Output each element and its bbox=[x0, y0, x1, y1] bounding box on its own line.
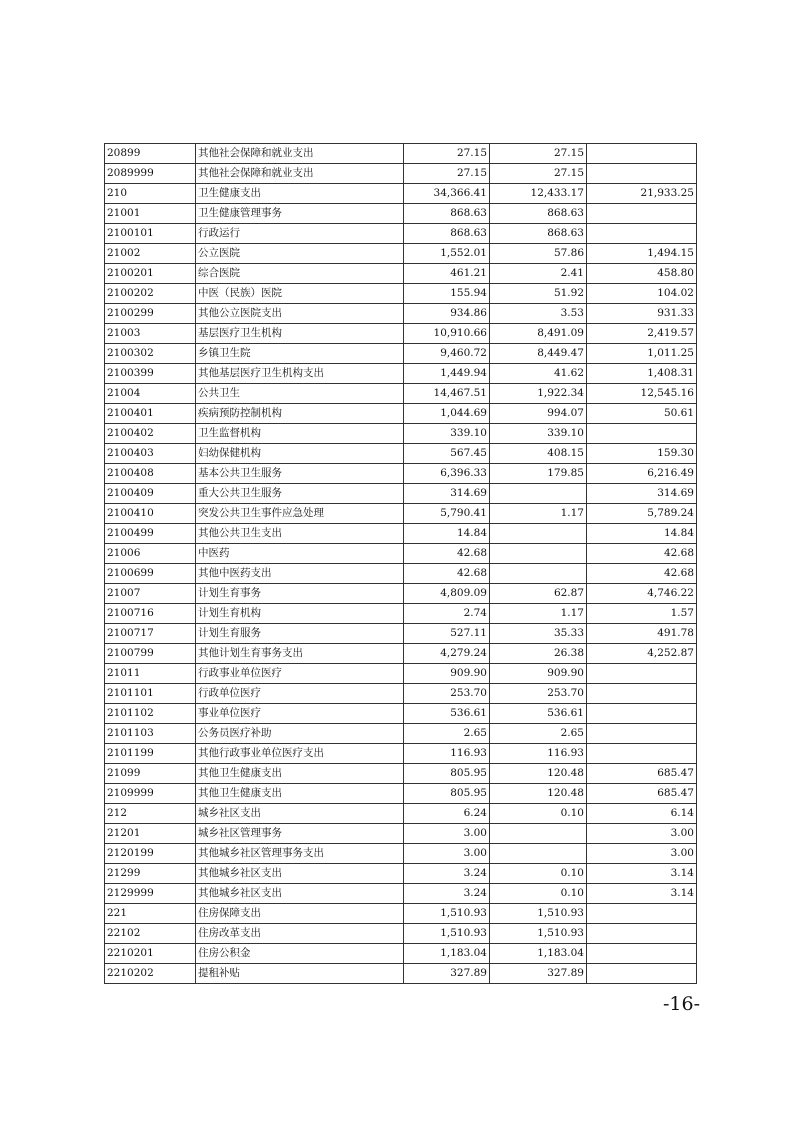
cell-code: 22102 bbox=[105, 924, 196, 944]
cell-basic: 1.17 bbox=[490, 504, 587, 524]
cell-name: 卫生监督机构 bbox=[196, 424, 404, 444]
table-row bbox=[105, 284, 697, 304]
cell-code: 2100408 bbox=[105, 464, 196, 484]
table-row bbox=[105, 744, 697, 764]
cell-total: 805.95 bbox=[404, 764, 490, 784]
cell-code: 2089999 bbox=[105, 164, 196, 184]
cell-basic: 51.92 bbox=[490, 284, 587, 304]
cell-basic: 41.62 bbox=[490, 364, 587, 384]
cell-total: 567.45 bbox=[404, 444, 490, 464]
page-number: -16- bbox=[662, 993, 700, 1015]
cell-name: 住房保障支出 bbox=[196, 904, 404, 924]
cell-name: 其他计划生育事务支出 bbox=[196, 644, 404, 664]
cell-code: 2100402 bbox=[105, 424, 196, 444]
cell-total: 1,552.01 bbox=[404, 244, 490, 264]
cell-name: 提租补贴 bbox=[196, 964, 404, 984]
cell-project bbox=[587, 684, 697, 704]
cell-code: 21004 bbox=[105, 384, 196, 404]
cell-total: 909.90 bbox=[404, 664, 490, 684]
cell-name: 计划生育事务 bbox=[196, 584, 404, 604]
table-row bbox=[105, 164, 697, 184]
cell-project: 12,545.16 bbox=[587, 384, 697, 404]
cell-total: 1,510.93 bbox=[404, 904, 490, 924]
cell-basic: 1.17 bbox=[490, 604, 587, 624]
cell-basic: 116.93 bbox=[490, 744, 587, 764]
cell-name: 行政单位医疗 bbox=[196, 684, 404, 704]
cell-basic: 57.86 bbox=[490, 244, 587, 264]
cell-basic: 3.53 bbox=[490, 304, 587, 324]
cell-basic: 35.33 bbox=[490, 624, 587, 644]
cell-project bbox=[587, 944, 697, 964]
cell-code: 2101199 bbox=[105, 744, 196, 764]
cell-basic: 12,433.17 bbox=[490, 184, 587, 204]
cell-basic: 0.10 bbox=[490, 864, 587, 884]
cell-name: 突发公共卫生事件应急处理 bbox=[196, 504, 404, 524]
cell-total: 27.15 bbox=[404, 164, 490, 184]
cell-name: 其他公共卫生支出 bbox=[196, 524, 404, 544]
cell-basic: 27.15 bbox=[490, 164, 587, 184]
table-row bbox=[105, 704, 697, 724]
cell-basic bbox=[490, 564, 587, 584]
cell-code: 221 bbox=[105, 904, 196, 924]
cell-basic: 0.10 bbox=[490, 884, 587, 904]
cell-code: 21007 bbox=[105, 584, 196, 604]
cell-total: 314.69 bbox=[404, 484, 490, 504]
cell-code: 2100101 bbox=[105, 224, 196, 244]
cell-total: 14.84 bbox=[404, 524, 490, 544]
cell-basic: 179.85 bbox=[490, 464, 587, 484]
cell-total: 461.21 bbox=[404, 264, 490, 284]
cell-basic: 327.89 bbox=[490, 964, 587, 984]
cell-name: 其他公立医院支出 bbox=[196, 304, 404, 324]
cell-basic: 0.10 bbox=[490, 804, 587, 824]
table-row bbox=[105, 144, 697, 164]
cell-total: 34,366.41 bbox=[404, 184, 490, 204]
cell-name: 公共卫生 bbox=[196, 384, 404, 404]
cell-name: 行政运行 bbox=[196, 224, 404, 244]
table-body bbox=[105, 144, 697, 984]
table-row bbox=[105, 924, 697, 944]
cell-name: 公立医院 bbox=[196, 244, 404, 264]
cell-code: 21299 bbox=[105, 864, 196, 884]
cell-project: 3.14 bbox=[587, 864, 697, 884]
table-row bbox=[105, 904, 697, 924]
table-row bbox=[105, 344, 697, 364]
cell-name: 住房改革支出 bbox=[196, 924, 404, 944]
cell-code: 2100410 bbox=[105, 504, 196, 524]
cell-project: 42.68 bbox=[587, 544, 697, 564]
cell-basic: 868.63 bbox=[490, 204, 587, 224]
cell-name: 其他城乡社区支出 bbox=[196, 884, 404, 904]
cell-project bbox=[587, 724, 697, 744]
cell-project: 931.33 bbox=[587, 304, 697, 324]
cell-basic: 408.15 bbox=[490, 444, 587, 464]
cell-code: 2120199 bbox=[105, 844, 196, 864]
cell-project: 1.57 bbox=[587, 604, 697, 624]
cell-total: 6,396.33 bbox=[404, 464, 490, 484]
cell-project bbox=[587, 664, 697, 684]
cell-code: 21003 bbox=[105, 324, 196, 344]
cell-project: 3.00 bbox=[587, 824, 697, 844]
table-row bbox=[105, 424, 697, 444]
table-row bbox=[105, 484, 697, 504]
table-row bbox=[105, 244, 697, 264]
cell-code: 2100499 bbox=[105, 524, 196, 544]
cell-code: 2100202 bbox=[105, 284, 196, 304]
cell-code: 2100409 bbox=[105, 484, 196, 504]
cell-project bbox=[587, 424, 697, 444]
cell-project: 458.80 bbox=[587, 264, 697, 284]
cell-code: 21099 bbox=[105, 764, 196, 784]
cell-total: 1,449.94 bbox=[404, 364, 490, 384]
cell-total: 155.94 bbox=[404, 284, 490, 304]
cell-project: 5,789.24 bbox=[587, 504, 697, 524]
cell-project bbox=[587, 224, 697, 244]
cell-code: 2101103 bbox=[105, 724, 196, 744]
cell-total: 3.00 bbox=[404, 844, 490, 864]
cell-name: 中医（民族）医院 bbox=[196, 284, 404, 304]
cell-code: 2100699 bbox=[105, 564, 196, 584]
cell-project: 491.78 bbox=[587, 624, 697, 644]
table-row bbox=[105, 564, 697, 584]
cell-basic: 120.48 bbox=[490, 784, 587, 804]
cell-code: 2100717 bbox=[105, 624, 196, 644]
cell-project: 314.69 bbox=[587, 484, 697, 504]
cell-name: 其他中医药支出 bbox=[196, 564, 404, 584]
cell-total: 42.68 bbox=[404, 544, 490, 564]
cell-basic: 26.38 bbox=[490, 644, 587, 664]
cell-code: 2129999 bbox=[105, 884, 196, 904]
cell-code: 2100299 bbox=[105, 304, 196, 324]
cell-name: 计划生育机构 bbox=[196, 604, 404, 624]
cell-name: 其他基层医疗卫生机构支出 bbox=[196, 364, 404, 384]
cell-name: 其他行政事业单位医疗支出 bbox=[196, 744, 404, 764]
cell-project: 685.47 bbox=[587, 784, 697, 804]
cell-basic: 1,183.04 bbox=[490, 944, 587, 964]
cell-code: 2109999 bbox=[105, 784, 196, 804]
cell-name: 其他城乡社区管理事务支出 bbox=[196, 844, 404, 864]
cell-name: 住房公积金 bbox=[196, 944, 404, 964]
table-row bbox=[105, 724, 697, 744]
cell-project bbox=[587, 204, 697, 224]
cell-basic: 536.61 bbox=[490, 704, 587, 724]
cell-total: 3.00 bbox=[404, 824, 490, 844]
cell-basic: 1,922.34 bbox=[490, 384, 587, 404]
table-row bbox=[105, 264, 697, 284]
cell-project: 42.68 bbox=[587, 564, 697, 584]
cell-name: 基层医疗卫生机构 bbox=[196, 324, 404, 344]
cell-basic: 2.41 bbox=[490, 264, 587, 284]
cell-total: 4,809.09 bbox=[404, 584, 490, 604]
cell-project: 6,216.49 bbox=[587, 464, 697, 484]
cell-name: 基本公共卫生服务 bbox=[196, 464, 404, 484]
table-row bbox=[105, 224, 697, 244]
cell-project: 14.84 bbox=[587, 524, 697, 544]
cell-code: 210 bbox=[105, 184, 196, 204]
cell-name: 乡镇卫生院 bbox=[196, 344, 404, 364]
cell-basic: 994.07 bbox=[490, 404, 587, 424]
cell-total: 536.61 bbox=[404, 704, 490, 724]
cell-code: 2100302 bbox=[105, 344, 196, 364]
cell-code: 2100716 bbox=[105, 604, 196, 624]
cell-total: 1,044.69 bbox=[404, 404, 490, 424]
cell-name: 疾病预防控制机构 bbox=[196, 404, 404, 424]
cell-project bbox=[587, 924, 697, 944]
cell-name: 其他社会保障和就业支出 bbox=[196, 164, 404, 184]
cell-name: 其他卫生健康支出 bbox=[196, 764, 404, 784]
table-row bbox=[105, 184, 697, 204]
cell-code: 2100401 bbox=[105, 404, 196, 424]
cell-total: 2.65 bbox=[404, 724, 490, 744]
cell-basic bbox=[490, 844, 587, 864]
cell-total: 1,510.93 bbox=[404, 924, 490, 944]
table-row bbox=[105, 664, 697, 684]
table-row bbox=[105, 504, 697, 524]
cell-code: 2210201 bbox=[105, 944, 196, 964]
table-row bbox=[105, 204, 697, 224]
cell-name: 综合医院 bbox=[196, 264, 404, 284]
cell-basic: 27.15 bbox=[490, 144, 587, 164]
cell-project: 1,011.25 bbox=[587, 344, 697, 364]
cell-project bbox=[587, 964, 697, 984]
cell-name: 卫生健康支出 bbox=[196, 184, 404, 204]
cell-name: 其他社会保障和就业支出 bbox=[196, 144, 404, 164]
cell-project: 3.14 bbox=[587, 884, 697, 904]
cell-basic: 868.63 bbox=[490, 224, 587, 244]
cell-total: 42.68 bbox=[404, 564, 490, 584]
table-row bbox=[105, 824, 697, 844]
table-row bbox=[105, 644, 697, 664]
cell-total: 3.24 bbox=[404, 864, 490, 884]
table-row bbox=[105, 604, 697, 624]
cell-total: 14,467.51 bbox=[404, 384, 490, 404]
cell-total: 868.63 bbox=[404, 224, 490, 244]
cell-project: 2,419.57 bbox=[587, 324, 697, 344]
cell-code: 2100799 bbox=[105, 644, 196, 664]
cell-project: 1,494.15 bbox=[587, 244, 697, 264]
cell-total: 5,790.41 bbox=[404, 504, 490, 524]
cell-project: 1,408.31 bbox=[587, 364, 697, 384]
cell-name: 卫生健康管理事务 bbox=[196, 204, 404, 224]
cell-total: 253.70 bbox=[404, 684, 490, 704]
cell-project: 3.00 bbox=[587, 844, 697, 864]
cell-total: 527.11 bbox=[404, 624, 490, 644]
cell-project: 159.30 bbox=[587, 444, 697, 464]
cell-basic: 909.90 bbox=[490, 664, 587, 684]
table-row bbox=[105, 784, 697, 804]
cell-total: 116.93 bbox=[404, 744, 490, 764]
cell-code: 2101102 bbox=[105, 704, 196, 724]
cell-name: 其他卫生健康支出 bbox=[196, 784, 404, 804]
cell-basic bbox=[490, 524, 587, 544]
cell-code: 2101101 bbox=[105, 684, 196, 704]
cell-name: 事业单位医疗 bbox=[196, 704, 404, 724]
table-row bbox=[105, 384, 697, 404]
cell-name: 中医药 bbox=[196, 544, 404, 564]
cell-basic bbox=[490, 484, 587, 504]
cell-code: 2100399 bbox=[105, 364, 196, 384]
table-row bbox=[105, 964, 697, 984]
cell-project bbox=[587, 904, 697, 924]
cell-project: 50.61 bbox=[587, 404, 697, 424]
table-row bbox=[105, 324, 697, 344]
cell-code: 212 bbox=[105, 804, 196, 824]
cell-name: 计划生育服务 bbox=[196, 624, 404, 644]
table-row bbox=[105, 444, 697, 464]
cell-project bbox=[587, 704, 697, 724]
table-row bbox=[105, 404, 697, 424]
cell-code: 21001 bbox=[105, 204, 196, 224]
cell-name: 重大公共卫生服务 bbox=[196, 484, 404, 504]
cell-code: 21006 bbox=[105, 544, 196, 564]
cell-total: 1,183.04 bbox=[404, 944, 490, 964]
cell-name: 城乡社区支出 bbox=[196, 804, 404, 824]
table-row bbox=[105, 804, 697, 824]
table-row bbox=[105, 844, 697, 864]
cell-basic bbox=[490, 544, 587, 564]
cell-project bbox=[587, 144, 697, 164]
cell-total: 10,910.66 bbox=[404, 324, 490, 344]
cell-project: 6.14 bbox=[587, 804, 697, 824]
cell-total: 27.15 bbox=[404, 144, 490, 164]
table-row bbox=[105, 684, 697, 704]
cell-basic: 2.65 bbox=[490, 724, 587, 744]
cell-total: 805.95 bbox=[404, 784, 490, 804]
cell-basic: 1,510.93 bbox=[490, 924, 587, 944]
budget-table-container bbox=[104, 143, 696, 984]
table-row bbox=[105, 524, 697, 544]
cell-project: 21,933.25 bbox=[587, 184, 697, 204]
table-row bbox=[105, 764, 697, 784]
cell-total: 4,279.24 bbox=[404, 644, 490, 664]
cell-total: 6.24 bbox=[404, 804, 490, 824]
cell-project: 4,252.87 bbox=[587, 644, 697, 664]
cell-name: 公务员医疗补助 bbox=[196, 724, 404, 744]
cell-name: 妇幼保健机构 bbox=[196, 444, 404, 464]
cell-project: 685.47 bbox=[587, 764, 697, 784]
cell-code: 2100201 bbox=[105, 264, 196, 284]
table-row bbox=[105, 864, 697, 884]
cell-project bbox=[587, 164, 697, 184]
cell-basic: 120.48 bbox=[490, 764, 587, 784]
cell-name: 城乡社区管理事务 bbox=[196, 824, 404, 844]
cell-total: 3.24 bbox=[404, 884, 490, 904]
cell-basic: 62.87 bbox=[490, 584, 587, 604]
cell-project: 104.02 bbox=[587, 284, 697, 304]
cell-basic: 1,510.93 bbox=[490, 904, 587, 924]
cell-code: 21201 bbox=[105, 824, 196, 844]
cell-basic: 8,491.09 bbox=[490, 324, 587, 344]
cell-code: 21002 bbox=[105, 244, 196, 264]
cell-basic bbox=[490, 824, 587, 844]
table-row bbox=[105, 544, 697, 564]
cell-basic: 253.70 bbox=[490, 684, 587, 704]
cell-total: 339.10 bbox=[404, 424, 490, 444]
cell-project: 4,746.22 bbox=[587, 584, 697, 604]
cell-total: 868.63 bbox=[404, 204, 490, 224]
cell-name: 行政事业单位医疗 bbox=[196, 664, 404, 684]
cell-code: 2210202 bbox=[105, 964, 196, 984]
cell-name: 其他城乡社区支出 bbox=[196, 864, 404, 884]
budget-expenditure-table bbox=[104, 143, 697, 984]
cell-code: 2100403 bbox=[105, 444, 196, 464]
cell-code: 21011 bbox=[105, 664, 196, 684]
cell-project bbox=[587, 744, 697, 764]
cell-total: 2.74 bbox=[404, 604, 490, 624]
table-row bbox=[105, 624, 697, 644]
table-row bbox=[105, 944, 697, 964]
cell-total: 934.86 bbox=[404, 304, 490, 324]
table-row bbox=[105, 584, 697, 604]
cell-basic: 8,449.47 bbox=[490, 344, 587, 364]
table-row bbox=[105, 884, 697, 904]
table-row bbox=[105, 304, 697, 324]
cell-total: 327.89 bbox=[404, 964, 490, 984]
cell-code: 20899 bbox=[105, 144, 196, 164]
cell-total: 9,460.72 bbox=[404, 344, 490, 364]
cell-basic: 339.10 bbox=[490, 424, 587, 444]
table-row bbox=[105, 464, 697, 484]
table-row bbox=[105, 364, 697, 384]
